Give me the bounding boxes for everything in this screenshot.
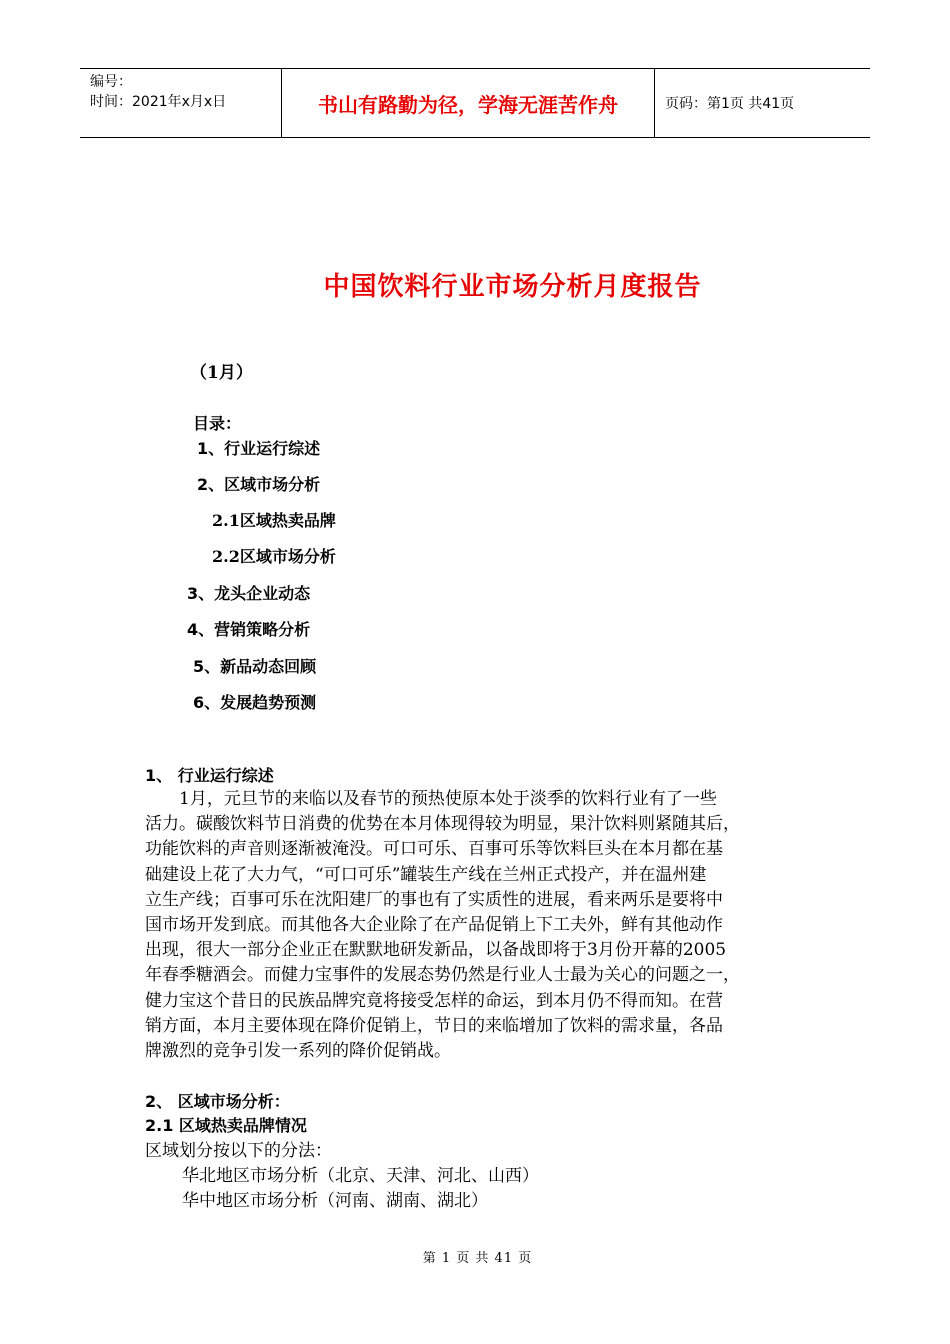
paragraph-line: 年春季糖酒会。而健力宝事件的发展态势仍然是行业人士最为关心的问题之一， bbox=[145, 965, 740, 986]
report-month: （1月） bbox=[190, 363, 253, 383]
page-header bbox=[80, 68, 870, 138]
section1-paragraph bbox=[145, 787, 825, 1064]
paragraph-line: 活力。碳酸饮料节日消费的优势在本月体现得较为明显，果汁饮料则紧随其后， bbox=[145, 814, 740, 835]
paragraph-line: 健力宝这个昔日的民族品牌究竟将接受怎样的命运，到本月仍不得而知。在营 bbox=[145, 990, 723, 1011]
paragraph-line: 销方面，本月主要体现在降价促销上，节日的来临增加了饮料的需求量，各品 bbox=[145, 1015, 723, 1036]
toc-item: 4、营销策略分析 bbox=[187, 620, 311, 639]
toc-item: 2.1区域热卖品牌 bbox=[212, 511, 336, 530]
region-intro: 区域划分按以下的分法： bbox=[145, 1141, 332, 1161]
paragraph-line: 功能饮料的声音则逐渐被淹没。可口可乐、百事可乐等饮料巨头在本月都在基 bbox=[145, 839, 723, 860]
paragraph-line: 牌激烈的竞争引发一系列的降价促销战。 bbox=[145, 1041, 451, 1062]
document-title: 中国饮料行业市场分析月度报告 bbox=[323, 272, 702, 302]
toc-item: 2、区域市场分析 bbox=[197, 475, 321, 494]
toc-item: 6、发展趋势预测 bbox=[193, 693, 317, 712]
section2-heading: 2、 区域市场分析： bbox=[145, 1092, 290, 1111]
toc-item: 5、新品动态回顾 bbox=[193, 657, 317, 676]
header-page-info: 页码：第1页 共41页 bbox=[665, 96, 795, 112]
toc-item: 1、行业运行综述 bbox=[197, 439, 321, 458]
page-footer: 第 1 页 共 41 页 bbox=[422, 1251, 533, 1266]
paragraph-line: 1月，元旦节的来临以及春节的预热使原本处于淡季的饮料行业有了一些 bbox=[145, 789, 717, 809]
section2-1-heading: 2.1 区域热卖品牌情况 bbox=[145, 1116, 307, 1135]
paragraph-line: 国市场开发到底。而其他各大企业除了在产品促销上下工夫外，鲜有其他动作 bbox=[145, 915, 723, 936]
date-label: 时间：2021年x月x日 bbox=[90, 94, 227, 110]
toc-item: 2.2区域市场分析 bbox=[212, 547, 336, 566]
paragraph-line: 础建设上花了大力气，“可口可乐”罐装生产线在兰州正式投产，并在温州建 bbox=[145, 864, 707, 885]
region-item: 华北地区市场分析（北京、天津、河北、山西） bbox=[182, 1166, 539, 1186]
section1-heading: 1、 行业运行综述 bbox=[145, 766, 274, 785]
paragraph-line: 立生产线；百事可乐在沈阳建厂的事也有了实质性的进展，看来两乐是要将中 bbox=[145, 889, 723, 910]
paragraph-line: 出现，很大一部分企业正在默默地研发新品，以备战即将于3月份开幕的2005 bbox=[145, 940, 727, 961]
number-label: 编号： bbox=[90, 74, 132, 90]
toc-heading: 目录： bbox=[193, 414, 242, 433]
toc-item: 3、龙头企业动态 bbox=[187, 584, 311, 603]
region-item: 华中地区市场分析（河南、湖南、湖北） bbox=[182, 1191, 488, 1211]
header-meta-cell bbox=[80, 69, 282, 137]
header-motto: 书山有路勤为径，学海无涯苦作舟 bbox=[282, 69, 655, 137]
